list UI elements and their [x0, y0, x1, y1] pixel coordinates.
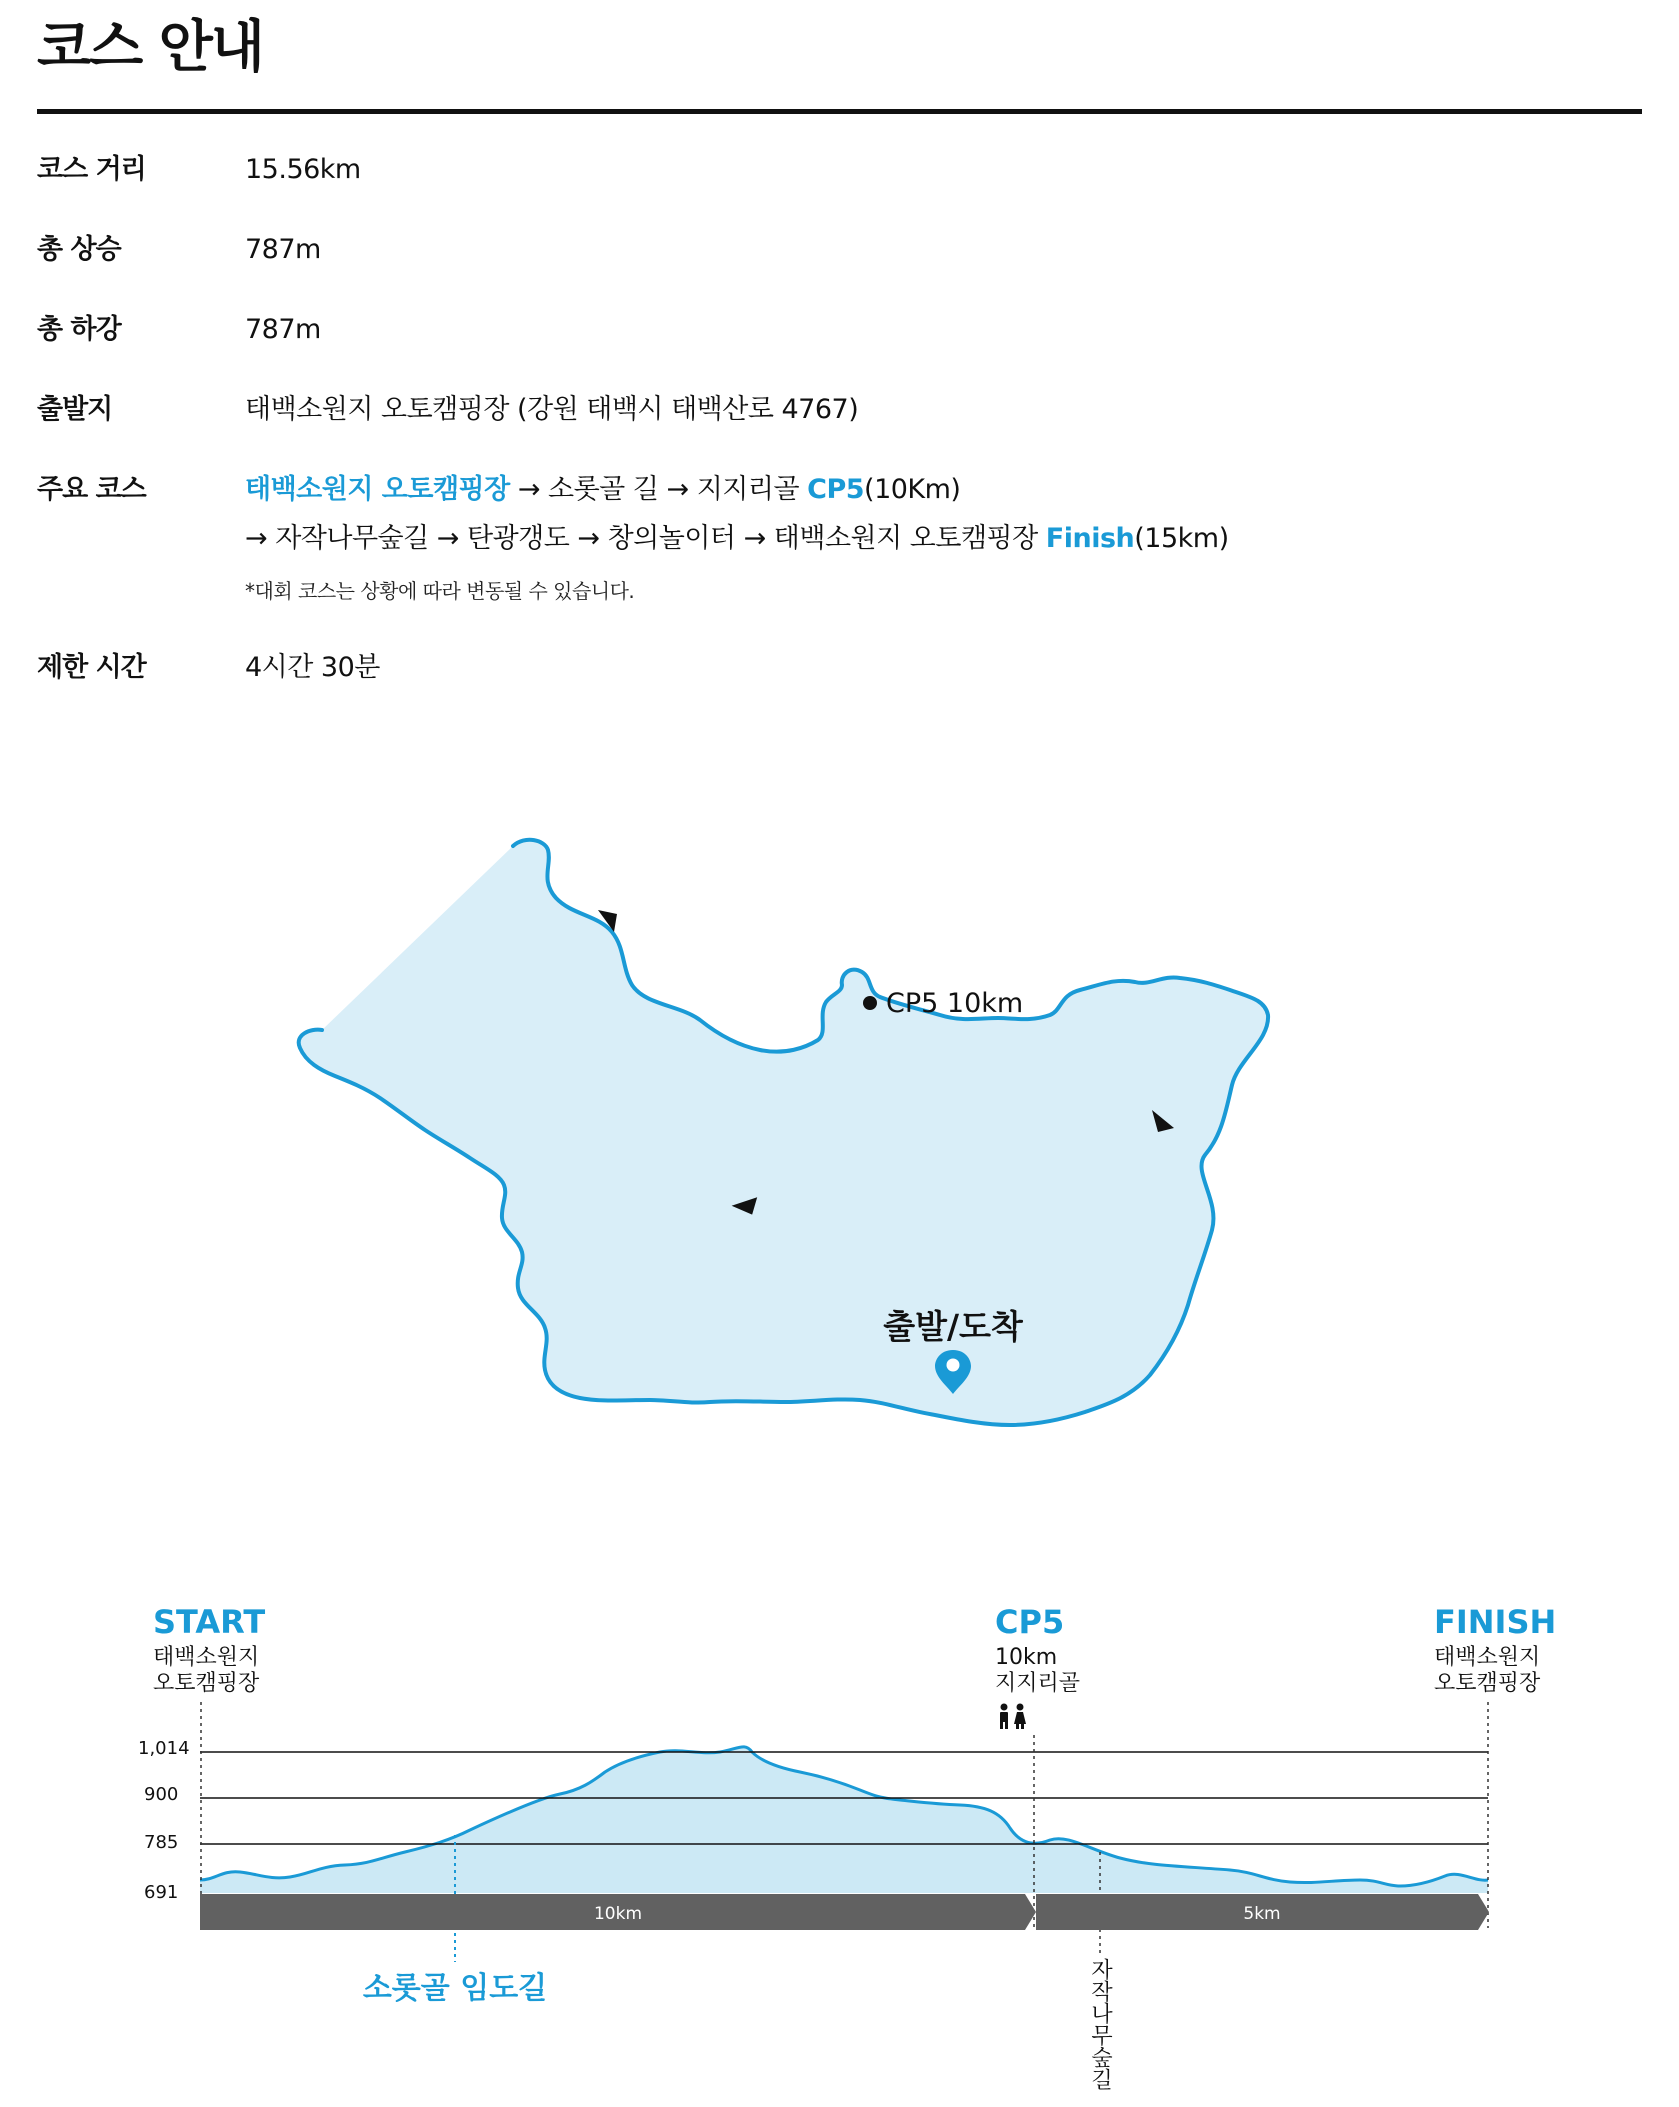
cp5-map-label: CP5 10km — [886, 988, 1024, 1019]
y-tick-label: 1,014 — [138, 1738, 190, 1759]
info-label: 코스 거리 — [37, 154, 146, 185]
profile-finish-title: FINISH — [1434, 1603, 1557, 1641]
course-finish-distance: (15km) — [1134, 523, 1229, 554]
profile-cp-title: CP5 — [995, 1603, 1065, 1641]
profile-cp-line1: 10km — [995, 1645, 1058, 1670]
profile-finish-line1: 태백소원지 — [1434, 1645, 1541, 1670]
course-map — [299, 840, 1268, 1425]
course-cp-distance: (10Km) — [864, 474, 961, 505]
course-cp-label: CP5 — [807, 474, 865, 505]
info-value: 787m — [245, 314, 321, 345]
course-note: *대회 코스는 상황에 따라 변동될 수 있습니다. — [245, 579, 635, 603]
info-value: 15.56km — [245, 154, 361, 185]
course-finish-label: Finish — [1045, 523, 1135, 554]
info-label: 총 상승 — [37, 234, 121, 265]
profile-start-title: START — [153, 1603, 266, 1641]
start-finish-map-label: 출발/도착 — [883, 1307, 1023, 1346]
info-label: 제한 시간 — [37, 652, 146, 683]
segment-label: 10km — [593, 1904, 643, 1924]
page-title: 코스 안내 — [37, 15, 263, 80]
info-label: 주요 코스 — [37, 474, 146, 505]
info-value: 4시간 30분 — [245, 652, 380, 683]
elevation-area — [200, 1747, 1488, 1893]
course-route-text: → 소롯골 길 → 지지리골 — [509, 474, 808, 505]
course-start-name: 태백소원지 오토캠핑장 — [245, 474, 510, 505]
profile-start-line1: 태백소원지 — [153, 1645, 260, 1670]
profile-finish-line2: 오토캠핑장 — [1434, 1671, 1541, 1696]
y-tick-label: 785 — [144, 1832, 179, 1853]
y-tick-label: 691 — [144, 1882, 179, 1903]
segment-label: 5km — [1243, 1904, 1281, 1924]
cp5-map-marker — [863, 996, 877, 1010]
birch-forest-label: 자작나무숲길 — [1087, 1958, 1113, 2090]
profile-start-line2: 오토캠핑장 — [153, 1671, 260, 1696]
profile-cp-line2: 지지리골 — [995, 1671, 1081, 1696]
y-tick-label: 900 — [144, 1784, 179, 1805]
info-value: 태백소원지 오토캠핑장 (강원 태백시 태백산로 4767) — [245, 394, 859, 425]
course-route-text: → 자작나무숲길 → 탄광갱도 → 창의놀이터 → 태백소원지 오토캠핑장 — [245, 523, 1046, 554]
elevation-profile — [138, 1603, 1556, 2090]
info-label: 출발지 — [37, 394, 113, 425]
sorotgol-label: 소롯골 임도길 — [362, 1971, 548, 2006]
info-value: 787m — [245, 234, 321, 265]
info-label: 총 하강 — [37, 314, 121, 345]
course-route-outline — [299, 840, 1268, 1425]
restroom-icon — [1000, 1704, 1026, 1730]
